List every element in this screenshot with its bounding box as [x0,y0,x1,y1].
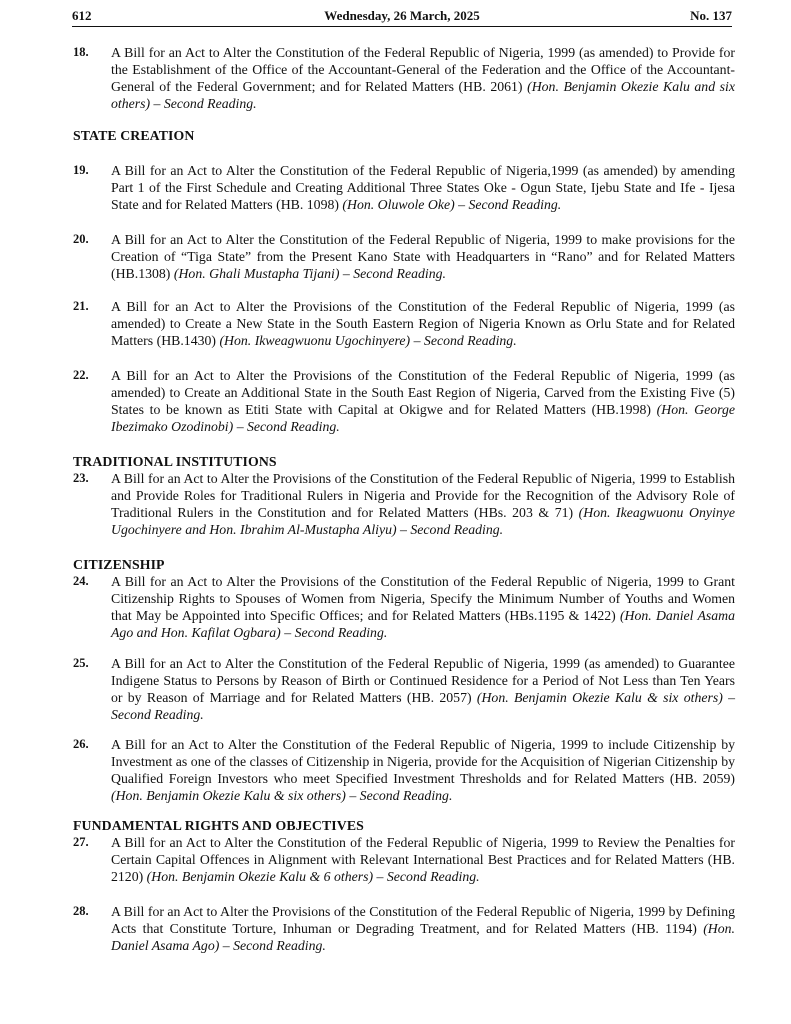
item-sponsor: (Hon. George Ibezimako Ozodinobi) – Second Reading. [111,402,736,434]
item-sponsor: (Hon. Ghali Mustapha Tijani) – Second Reading. [173,266,446,281]
bill-item-21 [73,298,735,349]
item-text: A Bill for an Act to Alter the Provisions of the Constitution of the Federal Republic of Nigeria, 1999 by Defining Acts that Constitute Torture, Inhuman or Degrading Treatment, and for Related Matters (HB. 1194) (Hon. Daniel Asama Ago) – Second Reading. [111,904,735,953]
section-heading-fundamental-rights: FUNDAMENTAL RIGHTS AND OBJECTIVES [73,818,364,833]
item-number: 27. [73,835,89,849]
item-number: 28. [73,904,89,918]
page-header [72,8,732,27]
bill-item-22 [73,367,735,435]
bill-item-27 [73,834,735,885]
item-text: A Bill for an Act to Alter the Provisions of the Constitution of the Federal Republic of Nigeria, 1999 to Establish and Provide Roles for Traditional Rulers in Nigeria and Provide for the Recognition of the Advisory Role of Traditional Rulers in the Constitution and for Related Matters (HBs. 203 & 71) (Hon. Ikeagwuonu Onyinye Ugochinyere and Hon. Ibrahim Al-Mustapha Aliyu) – Second Reading. [111,471,735,537]
bill-item-24 [73,573,735,641]
item-sponsor: (Hon. Oluwole Oke) – Second Reading. [342,197,562,212]
item-sponsor: (Hon. Daniel Asama Ago and Hon. Kafilat Ogbara) – Second Reading. [111,608,736,640]
bill-item-26 [73,736,735,804]
item-sponsor: (Hon. Benjamin Okezie Kalu & 6 others) – Second Reading. [146,869,480,884]
item-number: 18. [73,45,89,59]
item-text: A Bill for an Act to Alter the Constitution of the Federal Republic of Nigeria, 1999 to make provisions for the Creation of “Tiga State” from the Present Kano State with Headquarters in “Rano” and for Related Matters (HB.1308) (Hon. Ghali Mustapha Tijani) – Second Reading. [111,232,735,281]
item-sponsor: (Hon. Benjamin Okezie Kalu & six others) – Second Reading. [111,690,735,722]
item-text: A Bill for an Act to Alter the Constitution of the Federal Republic of Nigeria, 1999 to Review the Penalties for Certain Capital Offences in Alignment with Relevant International Best Practices and for Related Matters (HB. 2120) (Hon. Benjamin Okezie Kalu & 6 others) – Second Reading. [111,835,735,884]
item-text: A Bill for an Act to Alter the Constitution of the Federal Republic of Nigeria, 1999 to include Citizenship by Investment as one of the classes of Citizenship in Nigeria, provide for the Acquisition of Nigerian Citizenship by Qualified Foreign Investors who meet Specified Investment Thresholds and for Related Matters (HB. 2059) (Hon. Benjamin Okezie Kalu & six others) – Second Reading. [111,737,735,803]
item-number: 22. [73,368,89,382]
item-sponsor: (Hon. Ikeagwuonu Onyinye Ugochinyere and Hon. Ibrahim Al-Mustapha Aliyu) – Second Reading. [111,505,735,537]
section-heading-citizenship: CITIZENSHIP [73,557,165,572]
bill-item-28 [73,903,735,954]
publication-date: Wednesday, 26 March, 2025 [324,8,480,23]
bill-item-18 [73,44,735,112]
section-heading-state-creation: STATE CREATION [73,128,195,143]
item-number: 20. [73,232,89,246]
item-number: 26. [73,737,89,751]
bill-item-20 [73,231,735,282]
bill-item-25 [73,655,735,723]
item-sponsor: (Hon. Benjamin Okezie Kalu & six others) – Second Reading. [111,788,453,803]
item-text: A Bill for an Act to Alter the Provisions of the Constitution of the Federal Republic of Nigeria, 1999 (as amended) to Create a New State in the South Eastern Region of Nigeria Known as Orlu State and for Related Matters (HB.1430) (Hon. Ikweagwuonu Ugochinyere) – Second Reading. [111,299,735,348]
issue-number: No. 137 [690,8,732,23]
item-text: A Bill for an Act to Alter the Constitution of the Federal Republic of Nigeria, 1999 (as amended) to Provide for the Establishment of the Office of the Accountant-General of the Federation and the Office of the Accountant-General of the Federal Government; and for Related Matters (HB. 2061) (Hon. Benjamin Okezie Kalu and six others) – Second Reading. [111,45,735,111]
item-sponsor: (Hon. Benjamin Okezie Kalu and six others) – Second Reading. [111,79,735,111]
bill-item-23 [73,470,735,538]
item-number: 19. [73,163,89,177]
item-sponsor: (Hon. Daniel Asama Ago) – Second Reading. [111,921,735,953]
item-number: 25. [73,656,89,670]
section-heading-traditional-institutions: TRADITIONAL INSTITUTIONS [73,454,277,469]
item-text: A Bill for an Act to Alter the Constitution of the Federal Republic of Nigeria, 1999 (as amended) to Guarantee Indigene Status to Persons by Reason of Birth or Continued Residence for a Period of Not Less than Ten Years or by Reason of Marriage and for Related Matters (HB. 2057) (Hon. Benjamin Okezie Kalu & six others) – Second Reading. [111,656,735,722]
item-number: 21. [73,299,89,313]
item-text: A Bill for an Act to Alter the Provisions of the Constitution of the Federal Republic of Nigeria, 1999 to Grant Citizenship Rights to Spouses of Women from Nigeria, Specify the Minimum Number of Youths and Women that May be Appointed into Specific Offices; and for Related Matters (HBs.1195 & 1422) (Hon. Daniel Asama Ago and Hon. Kafilat Ogbara) – Second Reading. [111,574,736,640]
item-number: 23. [73,471,89,485]
bill-item-19 [73,162,735,213]
page-number: 612 [72,8,92,23]
item-number: 24. [73,574,89,588]
item-sponsor: (Hon. Ikweagwuonu Ugochinyere) – Second Reading. [219,333,517,348]
item-text: A Bill for an Act to Alter the Provisions of the Constitution of the Federal Republic of Nigeria, 1999 (as amended) to Create an Additional State in the South East Region of Nigeria, Carved from the Existing Five (5) States to be known as Etiti State with Capital at Okigwe and for Related Matters (HB.1998) (Hon. George Ibezimako Ozodinobi) – Second Reading. [111,368,736,434]
item-text: A Bill for an Act to Alter the Constitution of the Federal Republic of Nigeria,1999 (as amended) by amending Part 1 of the First Schedule and Creating Additional Three States Oke - Ogun State, Ijebu State and Ife - Ijesa State and for Related Matters (HB. 1098) (Hon. Oluwole Oke) – Second Reading. [111,163,735,212]
